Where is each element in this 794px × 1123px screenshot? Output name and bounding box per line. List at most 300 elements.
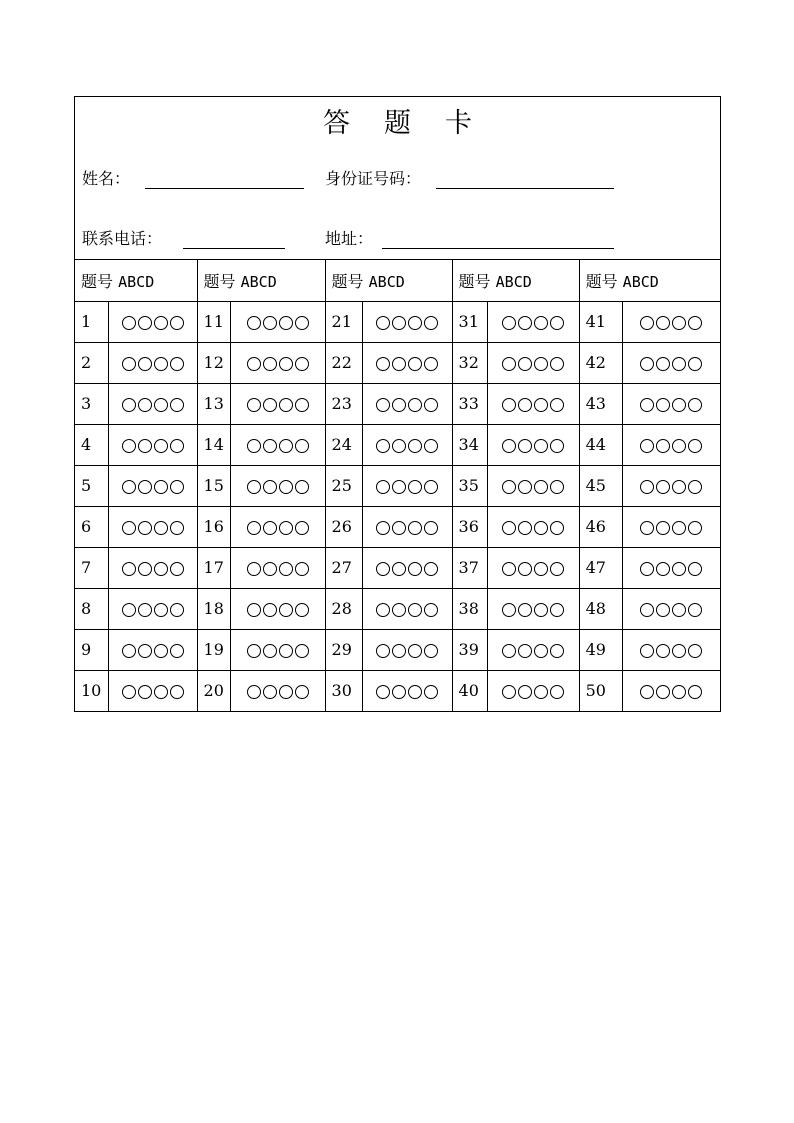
option-bubble-a[interactable] — [247, 562, 261, 576]
option-bubble-b[interactable] — [392, 521, 406, 535]
option-bubble-d[interactable] — [170, 603, 184, 617]
option-bubble-c[interactable] — [534, 439, 548, 453]
option-bubble-c[interactable] — [408, 439, 422, 453]
question-number: 26 — [325, 506, 362, 547]
option-bubble-b[interactable] — [138, 357, 152, 371]
answer-bubbles — [362, 588, 452, 629]
option-bubble-a[interactable] — [502, 603, 516, 617]
option-bubble-b[interactable] — [392, 562, 406, 576]
option-bubble-c[interactable] — [672, 398, 686, 412]
option-bubble-d[interactable] — [550, 398, 564, 412]
option-bubble-d[interactable] — [424, 357, 438, 371]
option-bubble-a[interactable] — [502, 357, 516, 371]
option-bubble-d[interactable] — [170, 562, 184, 576]
option-bubble-b[interactable] — [518, 644, 532, 658]
option-bubble-d[interactable] — [295, 685, 309, 699]
option-bubble-d[interactable] — [688, 480, 702, 494]
option-bubble-d[interactable] — [295, 316, 309, 330]
option-bubble-b[interactable] — [392, 357, 406, 371]
question-number: 34 — [452, 424, 487, 465]
answer-bubbles — [362, 383, 452, 424]
option-bubble-b[interactable] — [656, 398, 670, 412]
option-bubble-c[interactable] — [534, 398, 548, 412]
phone-field — [82, 228, 162, 250]
title-char: 题 — [384, 108, 411, 139]
option-bubble-c[interactable] — [534, 603, 548, 617]
option-bubble-c[interactable] — [672, 685, 686, 699]
answer-row — [75, 629, 720, 670]
answer-bubbles — [487, 547, 579, 588]
option-bubble-d[interactable] — [424, 562, 438, 576]
option-bubble-a[interactable] — [376, 644, 390, 658]
option-bubble-d[interactable] — [295, 603, 309, 617]
option-bubble-d[interactable] — [170, 316, 184, 330]
option-bubble-a[interactable] — [247, 398, 261, 412]
option-bubble-d[interactable] — [170, 480, 184, 494]
option-bubble-a[interactable] — [640, 480, 654, 494]
option-bubble-b[interactable] — [518, 480, 532, 494]
option-bubble-a[interactable] — [502, 521, 516, 535]
option-bubble-b[interactable] — [263, 603, 277, 617]
option-bubble-b[interactable] — [138, 644, 152, 658]
answer-bubbles — [108, 383, 197, 424]
option-bubble-b[interactable] — [392, 439, 406, 453]
option-bubble-b[interactable] — [138, 439, 152, 453]
question-number: 16 — [197, 506, 230, 547]
option-bubble-a[interactable] — [122, 316, 136, 330]
option-bubble-a[interactable] — [376, 439, 390, 453]
option-bubble-c[interactable] — [672, 357, 686, 371]
option-bubble-a[interactable] — [502, 398, 516, 412]
address-field — [325, 228, 373, 250]
option-bubble-a[interactable] — [640, 685, 654, 699]
question-number: 4 — [75, 424, 108, 465]
option-bubble-d[interactable] — [688, 521, 702, 535]
answer-bubbles — [622, 588, 720, 629]
option-bubble-d[interactable] — [550, 644, 564, 658]
option-bubble-c[interactable] — [534, 480, 548, 494]
option-bubble-c[interactable] — [279, 316, 293, 330]
option-bubble-a[interactable] — [502, 439, 516, 453]
option-bubble-d[interactable] — [424, 480, 438, 494]
option-bubble-c[interactable] — [279, 439, 293, 453]
option-bubble-d[interactable] — [550, 603, 564, 617]
answer-bubbles — [622, 547, 720, 588]
option-bubble-a[interactable] — [640, 603, 654, 617]
option-bubble-a[interactable] — [122, 603, 136, 617]
answer-row — [75, 342, 720, 383]
option-bubble-c[interactable] — [672, 521, 686, 535]
answer-bubbles — [230, 506, 325, 547]
question-number: 20 — [197, 670, 230, 711]
answer-bubbles — [230, 383, 325, 424]
option-bubble-c[interactable] — [534, 685, 548, 699]
question-number: 41 — [579, 301, 622, 342]
column-header — [197, 260, 325, 301]
answer-bubbles — [487, 383, 579, 424]
question-number: 18 — [197, 588, 230, 629]
answer-bubbles — [108, 588, 197, 629]
question-number: 22 — [325, 342, 362, 383]
option-bubble-d[interactable] — [424, 644, 438, 658]
column-header-options: ABCD — [368, 272, 405, 291]
answer-bubbles — [487, 588, 579, 629]
option-bubble-d[interactable] — [550, 562, 564, 576]
option-bubble-a[interactable] — [640, 439, 654, 453]
option-bubble-b[interactable] — [392, 603, 406, 617]
id-label: 身份证号码： — [325, 169, 422, 188]
option-bubble-a[interactable] — [247, 357, 261, 371]
option-bubble-c[interactable] — [154, 644, 168, 658]
option-bubble-b[interactable] — [138, 521, 152, 535]
column-header-prefix: 题号 — [331, 271, 364, 291]
option-bubble-c[interactable] — [154, 521, 168, 535]
option-bubble-b[interactable] — [263, 644, 277, 658]
option-bubble-d[interactable] — [688, 398, 702, 412]
question-number: 7 — [75, 547, 108, 588]
question-number: 25 — [325, 465, 362, 506]
option-bubble-d[interactable] — [295, 398, 309, 412]
option-bubble-a[interactable] — [502, 644, 516, 658]
option-bubble-a[interactable] — [502, 685, 516, 699]
option-bubble-b[interactable] — [656, 480, 670, 494]
question-number: 5 — [75, 465, 108, 506]
option-bubble-b[interactable] — [518, 439, 532, 453]
option-bubble-c[interactable] — [408, 398, 422, 412]
question-number: 13 — [197, 383, 230, 424]
sheet-title — [75, 101, 720, 140]
question-number: 33 — [452, 383, 487, 424]
option-bubble-a[interactable] — [640, 398, 654, 412]
option-bubble-a[interactable] — [247, 439, 261, 453]
option-bubble-a[interactable] — [122, 480, 136, 494]
column-header — [75, 260, 197, 301]
option-bubble-c[interactable] — [279, 644, 293, 658]
option-bubble-a[interactable] — [640, 316, 654, 330]
option-bubble-a[interactable] — [376, 562, 390, 576]
question-number: 27 — [325, 547, 362, 588]
option-bubble-b[interactable] — [656, 685, 670, 699]
option-bubble-c[interactable] — [672, 603, 686, 617]
question-number: 37 — [452, 547, 487, 588]
question-number: 48 — [579, 588, 622, 629]
option-bubble-c[interactable] — [408, 521, 422, 535]
option-bubble-d[interactable] — [424, 439, 438, 453]
option-bubble-b[interactable] — [518, 357, 532, 371]
option-bubble-a[interactable] — [376, 357, 390, 371]
option-bubble-d[interactable] — [170, 439, 184, 453]
option-bubble-d[interactable] — [688, 357, 702, 371]
option-bubble-a[interactable] — [247, 685, 261, 699]
option-bubble-a[interactable] — [247, 521, 261, 535]
option-bubble-d[interactable] — [295, 644, 309, 658]
option-bubble-b[interactable] — [518, 685, 532, 699]
option-bubble-c[interactable] — [408, 603, 422, 617]
option-bubble-b[interactable] — [518, 562, 532, 576]
option-bubble-a[interactable] — [247, 644, 261, 658]
address-input-line[interactable] — [382, 248, 614, 249]
name-input-line[interactable] — [145, 188, 304, 189]
answer-bubbles — [362, 547, 452, 588]
question-number: 47 — [579, 547, 622, 588]
option-bubble-b[interactable] — [263, 357, 277, 371]
question-number: 38 — [452, 588, 487, 629]
answer-bubbles — [622, 342, 720, 383]
option-bubble-a[interactable] — [502, 562, 516, 576]
option-bubble-a[interactable] — [640, 357, 654, 371]
option-bubble-b[interactable] — [263, 521, 277, 535]
question-number: 24 — [325, 424, 362, 465]
option-bubble-d[interactable] — [295, 480, 309, 494]
option-bubble-d[interactable] — [424, 603, 438, 617]
option-bubble-c[interactable] — [534, 357, 548, 371]
column-header-options: ABCD — [240, 272, 277, 291]
option-bubble-a[interactable] — [122, 644, 136, 658]
option-bubble-d[interactable] — [550, 521, 564, 535]
option-bubble-d[interactable] — [550, 685, 564, 699]
question-number: 39 — [452, 629, 487, 670]
answer-bubbles — [362, 342, 452, 383]
id-input-line[interactable] — [436, 188, 614, 189]
answer-row — [75, 506, 720, 547]
option-bubble-c[interactable] — [279, 603, 293, 617]
option-bubble-c[interactable] — [279, 398, 293, 412]
answer-bubbles — [108, 547, 197, 588]
answer-bubbles — [487, 342, 579, 383]
option-bubble-d[interactable] — [424, 685, 438, 699]
option-bubble-b[interactable] — [138, 398, 152, 412]
question-number: 11 — [197, 301, 230, 342]
option-bubble-b[interactable] — [138, 685, 152, 699]
question-number: 40 — [452, 670, 487, 711]
option-bubble-d[interactable] — [424, 521, 438, 535]
option-bubble-b[interactable] — [518, 398, 532, 412]
option-bubble-d[interactable] — [688, 562, 702, 576]
answer-bubbles — [622, 301, 720, 342]
option-bubble-c[interactable] — [408, 562, 422, 576]
column-header-options: ABCD — [495, 272, 532, 291]
option-bubble-b[interactable] — [138, 480, 152, 494]
column-header-prefix: 题号 — [585, 271, 618, 291]
option-bubble-d[interactable] — [424, 398, 438, 412]
answer-bubbles — [230, 629, 325, 670]
option-bubble-b[interactable] — [263, 480, 277, 494]
option-bubble-b[interactable] — [263, 562, 277, 576]
question-number: 43 — [579, 383, 622, 424]
question-number: 9 — [75, 629, 108, 670]
answer-bubbles — [362, 465, 452, 506]
option-bubble-b[interactable] — [138, 603, 152, 617]
answer-bubbles — [108, 465, 197, 506]
column-header — [579, 260, 720, 301]
option-bubble-b[interactable] — [392, 316, 406, 330]
option-bubble-c[interactable] — [534, 521, 548, 535]
option-bubble-c[interactable] — [154, 316, 168, 330]
option-bubble-c[interactable] — [279, 521, 293, 535]
option-bubble-b[interactable] — [263, 685, 277, 699]
option-bubble-a[interactable] — [376, 398, 390, 412]
question-number: 14 — [197, 424, 230, 465]
column-header-options: ABCD — [118, 272, 155, 291]
option-bubble-b[interactable] — [656, 357, 670, 371]
option-bubble-c[interactable] — [154, 480, 168, 494]
answer-row — [75, 301, 720, 342]
option-bubble-a[interactable] — [376, 480, 390, 494]
option-bubble-a[interactable] — [122, 398, 136, 412]
question-number: 15 — [197, 465, 230, 506]
answer-bubbles — [487, 465, 579, 506]
name-field — [82, 168, 130, 190]
option-bubble-b[interactable] — [518, 521, 532, 535]
phone-input-line[interactable] — [183, 248, 285, 249]
option-bubble-d[interactable] — [550, 439, 564, 453]
option-bubble-d[interactable] — [295, 357, 309, 371]
question-number: 35 — [452, 465, 487, 506]
option-bubble-b[interactable] — [656, 562, 670, 576]
option-bubble-c[interactable] — [154, 603, 168, 617]
answer-sheet — [74, 96, 721, 712]
option-bubble-a[interactable] — [376, 521, 390, 535]
option-bubble-c[interactable] — [672, 644, 686, 658]
option-bubble-b[interactable] — [392, 685, 406, 699]
option-bubble-c[interactable] — [408, 644, 422, 658]
answer-bubbles — [108, 342, 197, 383]
option-bubble-c[interactable] — [408, 480, 422, 494]
option-bubble-b[interactable] — [138, 562, 152, 576]
option-bubble-a[interactable] — [640, 562, 654, 576]
question-number: 36 — [452, 506, 487, 547]
question-number: 21 — [325, 301, 362, 342]
option-bubble-c[interactable] — [408, 316, 422, 330]
option-bubble-a[interactable] — [122, 439, 136, 453]
option-bubble-a[interactable] — [640, 521, 654, 535]
option-bubble-c[interactable] — [154, 685, 168, 699]
question-number: 6 — [75, 506, 108, 547]
answer-row — [75, 424, 720, 465]
option-bubble-a[interactable] — [122, 562, 136, 576]
option-bubble-d[interactable] — [550, 480, 564, 494]
answer-bubbles — [362, 506, 452, 547]
option-bubble-d[interactable] — [688, 685, 702, 699]
answer-bubbles — [230, 547, 325, 588]
option-bubble-d[interactable] — [295, 521, 309, 535]
option-bubble-b[interactable] — [656, 644, 670, 658]
option-bubble-b[interactable] — [392, 644, 406, 658]
column-header-options: ABCD — [622, 272, 659, 291]
option-bubble-d[interactable] — [424, 316, 438, 330]
option-bubble-b[interactable] — [656, 316, 670, 330]
option-bubble-c[interactable] — [279, 562, 293, 576]
option-bubble-d[interactable] — [170, 685, 184, 699]
option-bubble-c[interactable] — [534, 644, 548, 658]
option-bubble-c[interactable] — [408, 357, 422, 371]
option-bubble-d[interactable] — [550, 316, 564, 330]
option-bubble-c[interactable] — [534, 316, 548, 330]
option-bubble-d[interactable] — [170, 644, 184, 658]
option-bubble-c[interactable] — [154, 439, 168, 453]
option-bubble-c[interactable] — [279, 685, 293, 699]
option-bubble-a[interactable] — [376, 603, 390, 617]
title-char: 卡 — [445, 108, 472, 139]
option-bubble-d[interactable] — [170, 521, 184, 535]
answer-bubbles — [622, 629, 720, 670]
option-bubble-d[interactable] — [688, 439, 702, 453]
option-bubble-b[interactable] — [656, 521, 670, 535]
option-bubble-c[interactable] — [279, 357, 293, 371]
option-bubble-c[interactable] — [672, 439, 686, 453]
header-row — [75, 260, 720, 301]
option-bubble-d[interactable] — [295, 562, 309, 576]
title-char: 答 — [323, 108, 350, 139]
option-bubble-a[interactable] — [247, 480, 261, 494]
answer-bubbles — [622, 506, 720, 547]
option-bubble-c[interactable] — [672, 316, 686, 330]
option-bubble-c[interactable] — [534, 562, 548, 576]
answer-bubbles — [362, 424, 452, 465]
option-bubble-a[interactable] — [122, 685, 136, 699]
answer-bubbles — [487, 629, 579, 670]
column-header — [452, 260, 579, 301]
option-bubble-a[interactable] — [376, 316, 390, 330]
option-bubble-b[interactable] — [138, 316, 152, 330]
phone-label: 联系电话： — [82, 229, 163, 248]
question-number: 45 — [579, 465, 622, 506]
option-bubble-b[interactable] — [392, 398, 406, 412]
option-bubble-d[interactable] — [170, 357, 184, 371]
option-bubble-a[interactable] — [247, 603, 261, 617]
option-bubble-a[interactable] — [376, 685, 390, 699]
option-bubble-b[interactable] — [263, 316, 277, 330]
option-bubble-c[interactable] — [154, 562, 168, 576]
question-number: 49 — [579, 629, 622, 670]
option-bubble-b[interactable] — [518, 603, 532, 617]
option-bubble-d[interactable] — [550, 357, 564, 371]
question-number: 28 — [325, 588, 362, 629]
option-bubble-a[interactable] — [640, 644, 654, 658]
option-bubble-c[interactable] — [154, 357, 168, 371]
option-bubble-b[interactable] — [392, 480, 406, 494]
option-bubble-b[interactable] — [656, 603, 670, 617]
option-bubble-a[interactable] — [502, 480, 516, 494]
option-bubble-a[interactable] — [122, 521, 136, 535]
question-number: 44 — [579, 424, 622, 465]
question-number: 32 — [452, 342, 487, 383]
option-bubble-c[interactable] — [154, 398, 168, 412]
option-bubble-c[interactable] — [279, 480, 293, 494]
option-bubble-d[interactable] — [688, 316, 702, 330]
option-bubble-b[interactable] — [656, 439, 670, 453]
option-bubble-d[interactable] — [295, 439, 309, 453]
option-bubble-d[interactable] — [170, 398, 184, 412]
option-bubble-a[interactable] — [247, 316, 261, 330]
option-bubble-d[interactable] — [688, 603, 702, 617]
name-label: 姓名： — [82, 169, 131, 188]
question-number: 1 — [75, 301, 108, 342]
option-bubble-b[interactable] — [263, 439, 277, 453]
option-bubble-b[interactable] — [263, 398, 277, 412]
option-bubble-a[interactable] — [122, 357, 136, 371]
option-bubble-c[interactable] — [672, 480, 686, 494]
answer-grid — [75, 260, 720, 711]
answer-bubbles — [108, 424, 197, 465]
question-number: 3 — [75, 383, 108, 424]
answer-bubbles — [487, 424, 579, 465]
option-bubble-c[interactable] — [408, 685, 422, 699]
option-bubble-c[interactable] — [672, 562, 686, 576]
option-bubble-a[interactable] — [502, 316, 516, 330]
option-bubble-d[interactable] — [688, 644, 702, 658]
option-bubble-b[interactable] — [518, 316, 532, 330]
